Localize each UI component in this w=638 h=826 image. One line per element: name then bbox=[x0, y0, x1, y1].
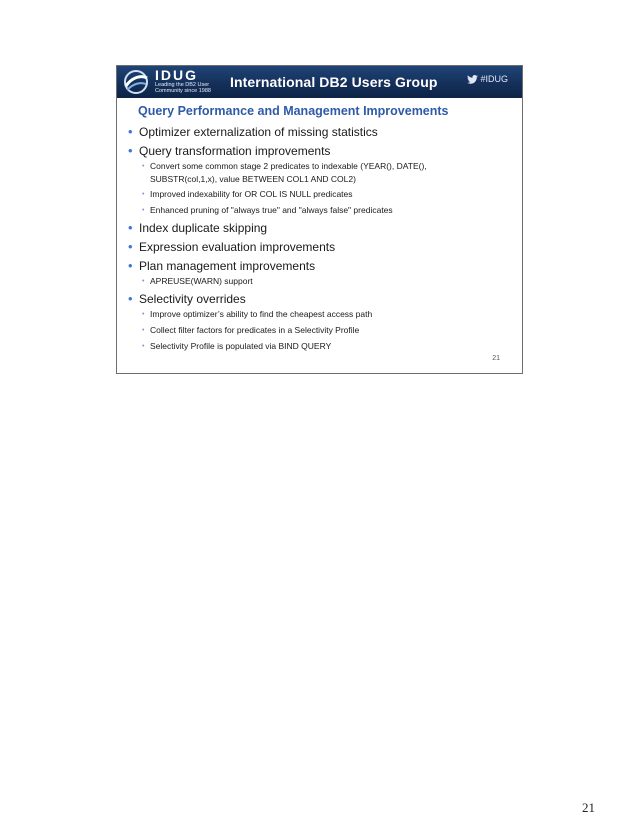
bullet-text: Optimizer externalization of missing statistics bbox=[139, 125, 378, 139]
logo-name: IDUG bbox=[155, 67, 198, 83]
twitter-hashtag bbox=[467, 74, 508, 84]
sub-bullet-dot-icon: • bbox=[142, 311, 145, 318]
bullet-dot-icon: • bbox=[128, 239, 133, 254]
header-title: International DB2 Users Group bbox=[230, 74, 438, 90]
hashtag-text: #IDUG bbox=[480, 74, 508, 84]
sub-bullet-text: Convert some common stage 2 predicates to indexable (YEAR(), DATE(), bbox=[150, 161, 427, 171]
bullet-item bbox=[128, 143, 331, 158]
sub-bullet-text: Collect filter factors for predicates in a Selectivity Profile bbox=[150, 325, 360, 335]
bullet-dot-icon: • bbox=[128, 291, 133, 306]
bullet-text: Index duplicate skipping bbox=[139, 221, 268, 235]
sub-bullet-continuation bbox=[150, 173, 356, 186]
bullet-item bbox=[128, 124, 378, 139]
slide-number: 21 bbox=[492, 355, 500, 362]
bullet-item bbox=[128, 258, 316, 273]
slide-title: Query Performance and Management Improvements bbox=[138, 104, 449, 118]
sub-bullet-item bbox=[142, 160, 427, 173]
sub-bullet-text: SUBSTR(col,1,x), value BETWEEN COL1 AND COL2) bbox=[150, 174, 356, 184]
bullet-text: Plan management improvements bbox=[139, 259, 316, 273]
slide-frame bbox=[116, 65, 523, 374]
sub-bullet-dot-icon: • bbox=[142, 191, 145, 198]
bullet-dot-icon: • bbox=[128, 258, 133, 273]
bullet-item bbox=[128, 239, 336, 254]
sub-bullet-item bbox=[142, 204, 393, 217]
sub-bullet-text: Improve optimizer’s ability to find the cheapest access path bbox=[150, 309, 373, 319]
header-banner bbox=[117, 66, 522, 98]
sub-bullet-dot-icon: • bbox=[142, 207, 145, 214]
logo-tagline-1: Leading the DB2 User bbox=[155, 82, 210, 88]
sub-bullet-text: Selectivity Profile is populated via BIND QUERY bbox=[150, 341, 332, 351]
bullet-text: Selectivity overrides bbox=[139, 292, 246, 306]
sub-bullet-dot-icon: • bbox=[142, 163, 145, 170]
bullet-dot-icon: • bbox=[128, 124, 133, 139]
sub-bullet-dot-icon: • bbox=[142, 327, 145, 334]
sub-bullet-item bbox=[142, 275, 253, 288]
bullet-dot-icon: • bbox=[128, 143, 133, 158]
sub-bullet-text: APREUSE(WARN) support bbox=[150, 276, 253, 286]
twitter-bird-icon bbox=[467, 75, 478, 84]
logo-text bbox=[155, 68, 211, 94]
sub-bullet-item bbox=[142, 324, 360, 337]
sub-bullet-dot-icon: • bbox=[142, 343, 145, 350]
bullet-text: Expression evaluation improvements bbox=[139, 240, 336, 254]
sub-bullet-item bbox=[142, 188, 353, 201]
sub-bullet-item bbox=[142, 340, 332, 353]
sub-bullet-text: Enhanced pruning of "always true" and "always false" predicates bbox=[150, 205, 393, 215]
bullet-text: Query transformation improvements bbox=[139, 144, 331, 158]
page-number: 21 bbox=[582, 800, 595, 815]
logo-tagline-2: Community since 1988 bbox=[155, 88, 211, 94]
sub-bullet-item bbox=[142, 308, 373, 321]
bullet-item bbox=[128, 291, 246, 306]
bullet-dot-icon: • bbox=[128, 220, 133, 235]
bullet-item bbox=[128, 220, 268, 235]
idug-logo-icon bbox=[123, 69, 149, 95]
sub-bullet-text: Improved indexability for OR COL IS NULL predicates bbox=[150, 189, 353, 199]
sub-bullet-dot-icon: • bbox=[142, 278, 145, 285]
